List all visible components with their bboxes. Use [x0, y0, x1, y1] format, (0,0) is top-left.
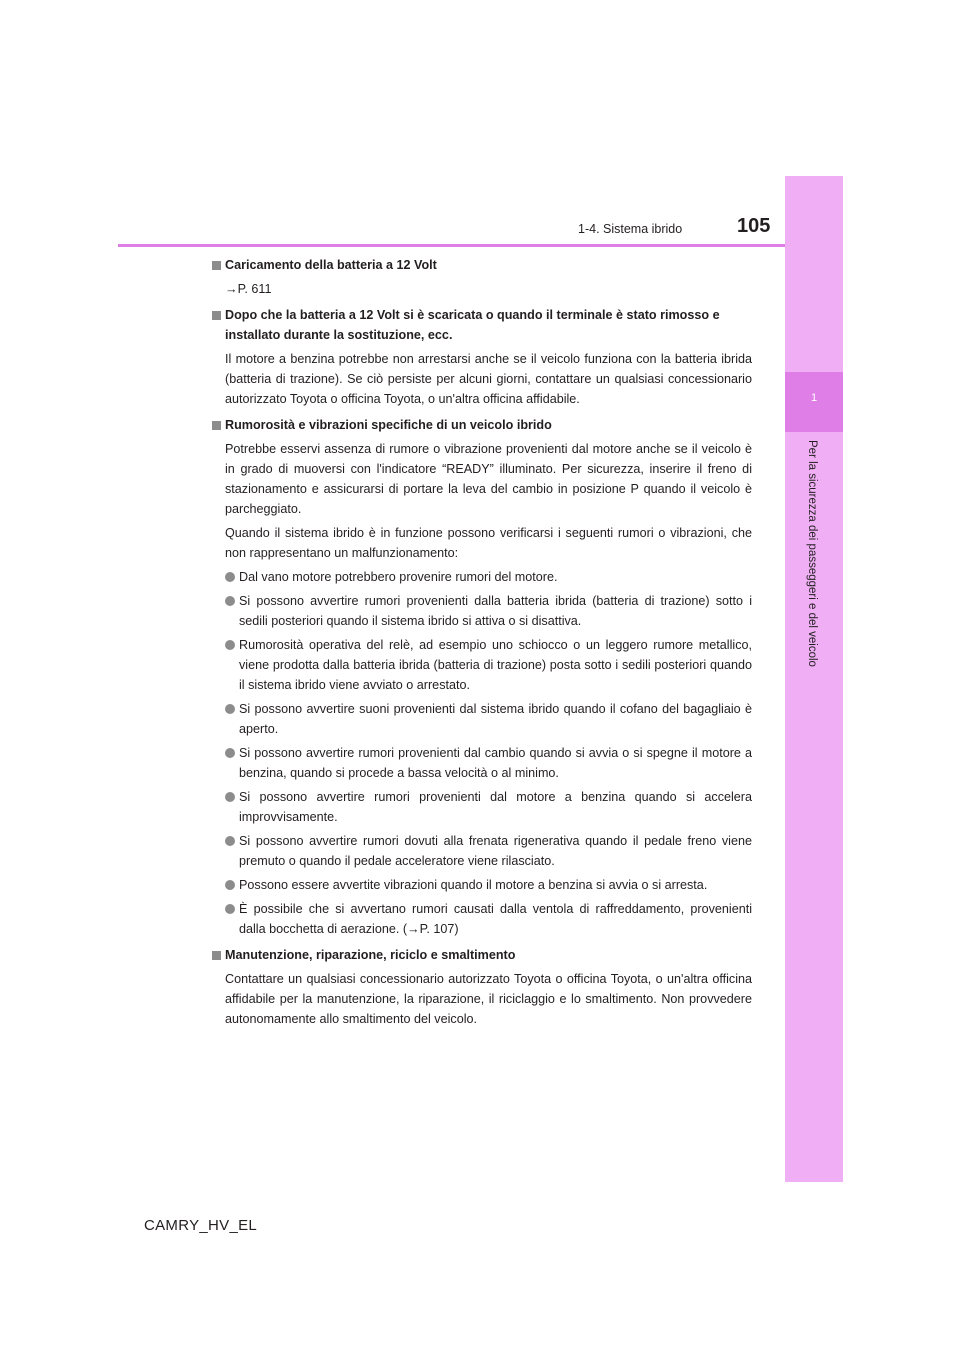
square-bullet-icon [212, 261, 221, 270]
list-item [212, 635, 752, 695]
list-item [212, 875, 752, 895]
paragraph: Il motore a benzina potrebbe non arrestarsi anche se il veicolo funziona con la batteria ibrida (batteria di trazione). Se ciò persiste per alcuni giorni, contattare un qualsiasi concessionario autorizzato Toyota o officina Toyota, o un'altra officina affidabile. [225, 352, 752, 406]
list-item [212, 743, 752, 783]
list-item-text: È possibile che si avvertano rumori causati dalla ventola di raffreddamento, provenienti dalla bocchetta di aerazione. (→P. 107) [239, 902, 752, 936]
paragraph: Potrebbe esservi assenza di rumore o vibrazione provenienti dal motore anche se il veicolo è in grado di muoversi con l'indicatore “READY” illuminato. Per sicurezza, inserire il freno di stazionamento e assicurarsi di portare la leva del cambio in posizione P quando il veicolo è parcheggiato. [225, 442, 752, 516]
list-item-text: Possono essere avvertite vibrazioni quando il motore a benzina si avvia o si arresta. [239, 878, 708, 892]
header-rule [118, 244, 785, 247]
section-heading-text: Caricamento della batteria a 12 Volt [225, 258, 437, 272]
section-heading-text: Manutenzione, riparazione, riciclo e smaltimento [225, 948, 516, 962]
page-content [212, 255, 752, 1029]
round-bullet-icon [225, 904, 235, 914]
round-bullet-icon [225, 792, 235, 802]
list-item-text: Si possono avvertire rumori dovuti alla frenata rigenerativa quando il pedale freno viene premuto o quando il pedale acceleratore viene rilasciato. [239, 834, 752, 868]
list-item [212, 899, 752, 939]
section-heading-text: Dopo che la batteria a 12 Volt si è scaricata o quando il terminale è stato rimosso e installato durante la sostituzione, ecc. [225, 308, 720, 342]
list-item [212, 699, 752, 739]
list-item-text: Si possono avvertire rumori provenienti dal cambio quando si avvia o si spegne il motore a benzina, quando si procede a bassa velocità o al minimo. [239, 746, 752, 780]
doc-code: CAMRY_HV_EL [144, 1217, 258, 1234]
list-item-text: Si possono avvertire rumori provenienti dal motore a benzina quando si accelera improvvisamente. [239, 790, 752, 824]
chapter-number: 1 [810, 392, 818, 404]
section-heading [212, 415, 752, 435]
section-heading-text: Rumorosità e vibrazioni specifiche di un veicolo ibrido [225, 418, 552, 432]
square-bullet-icon [212, 311, 221, 320]
paragraph: →P. 611 [225, 282, 272, 296]
square-bullet-icon [212, 951, 221, 960]
list-item [212, 787, 752, 827]
section-title: 1-4. Sistema ibrido [578, 222, 683, 236]
square-bullet-icon [212, 421, 221, 430]
round-bullet-icon [225, 836, 235, 846]
round-bullet-icon [225, 640, 235, 650]
section-heading [212, 945, 752, 965]
chapter-title: Per la sicurezza dei passeggeri e del veicolo [806, 440, 818, 667]
chapter-title-vertical [806, 440, 822, 700]
round-bullet-icon [225, 748, 235, 758]
round-bullet-icon [225, 704, 235, 714]
round-bullet-icon [225, 572, 235, 582]
list-item [212, 567, 752, 587]
list-item-text: Si possono avvertire suoni provenienti dal sistema ibrido quando il cofano del bagagliaio è aperto. [239, 702, 752, 736]
list-item [212, 831, 752, 871]
section-heading [212, 255, 752, 275]
list-item-text: Si possono avvertire rumori provenienti dalla batteria ibrida (batteria di trazione) sotto i sedili posteriori quando il sistema ibrido si attiva o si disattiva. [239, 594, 752, 628]
page-number: 105 [737, 215, 771, 237]
paragraph: Contattare un qualsiasi concessionario autorizzato Toyota o officina Toyota, o un'altra officina affidabile per la manutenzione, la riparazione, il riciclaggio e lo smaltimento. Non provvedere autonomamente allo smaltimento del veicolo. [225, 972, 752, 1026]
list-item-text: Dal vano motore potrebbero provenire rumori del motore. [239, 570, 558, 584]
list-item [212, 591, 752, 631]
paragraph: Quando il sistema ibrido è in funzione possono verificarsi i seguenti rumori o vibrazioni, che non rappresentano un malfunzionamento: [225, 526, 752, 560]
section-heading [212, 305, 752, 345]
list-item-text: Rumorosità operativa del relè, ad esempio uno schiocco o un leggero rumore metallico, viene prodotta dalla batteria ibrida (batteria di trazione) posta sotto i sedili posteriori quando il sistema ibrido viene avviato o arrestato. [239, 638, 752, 692]
round-bullet-icon [225, 880, 235, 890]
round-bullet-icon [225, 596, 235, 606]
